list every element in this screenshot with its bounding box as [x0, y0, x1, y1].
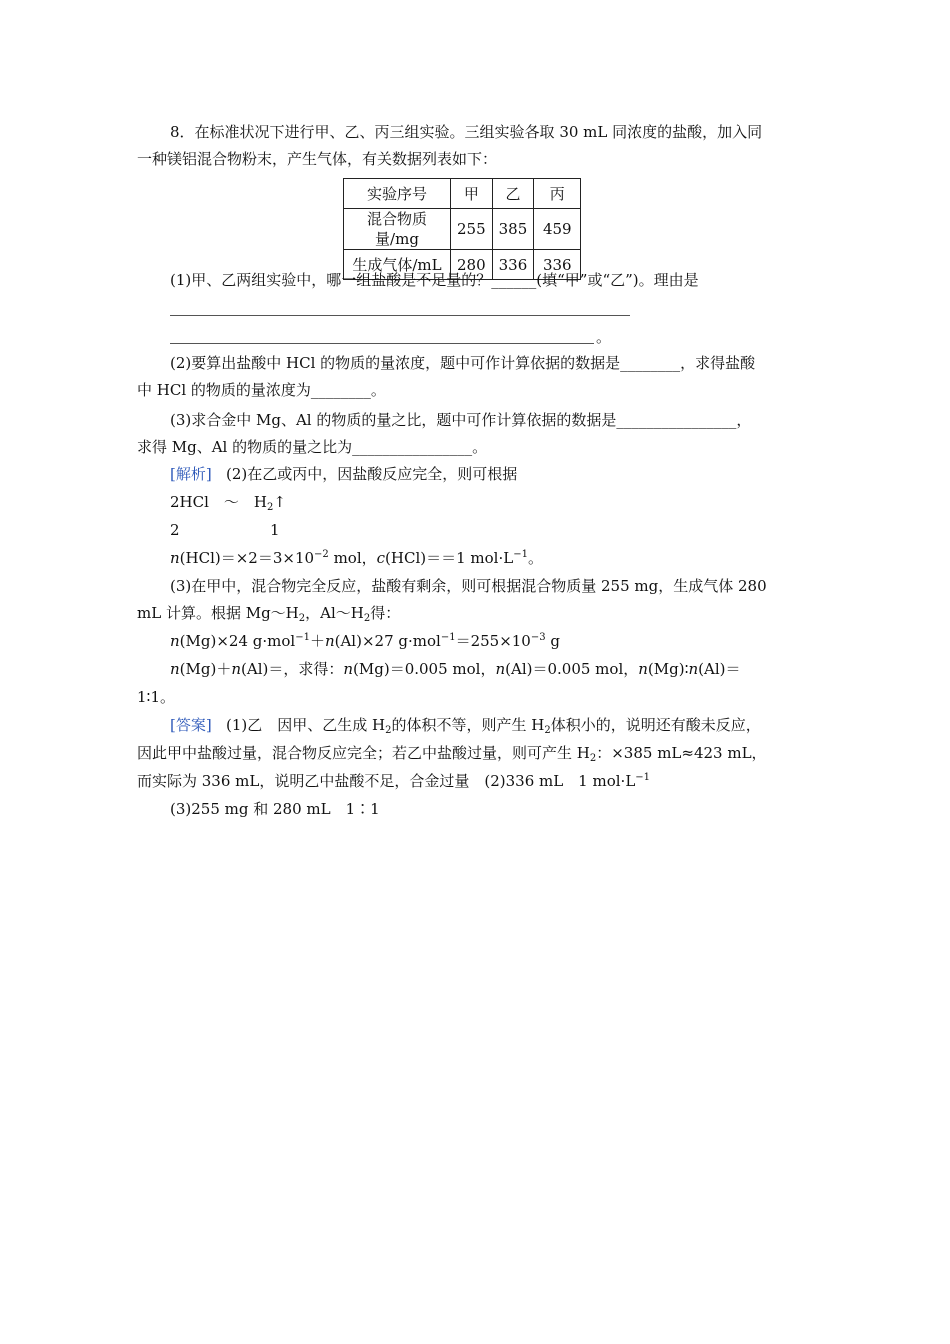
answer-text: 的体积不等，则产生 H — [391, 716, 545, 734]
table-cell: 混合物质量/mg — [344, 209, 451, 250]
table-header-cell: 丙 — [534, 179, 581, 209]
question-text-line-2: 一种镁铝混合物粉末，产生气体，有关数据列表如下： — [137, 150, 498, 168]
analysis-line-5 — [137, 603, 400, 623]
answer-blank-line — [170, 315, 630, 316]
analysis-text: 。 — [527, 549, 543, 567]
analysis-text: (Mg)＋ — [179, 660, 232, 678]
analysis-text: (Al)＝ — [698, 660, 741, 678]
analysis-text: (HCl)＝×2＝3×10 — [179, 549, 315, 567]
analysis-line-6 — [170, 631, 560, 651]
analysis-line-3 — [170, 548, 543, 568]
analysis-text: (Mg)∶ — [647, 660, 689, 678]
part-3-question-line-1: (3)求合金中 Mg、Al 的物质的量之比，题中可作计算依据的数据是________________， — [170, 411, 752, 429]
subscript: 2 — [266, 502, 274, 513]
table-cell: 生成气体/mL — [344, 250, 451, 280]
analysis-line-4: (3)在甲中，混合物完全反应，盐酸有剩余，则可根据混合物质量 255 mg，生成气体 280 — [170, 577, 767, 595]
analysis-line-7 — [170, 659, 741, 679]
subscript: 2 — [298, 613, 306, 624]
analysis-text: ，Al～H — [305, 604, 364, 622]
subscript: 2 — [589, 753, 597, 764]
analysis-label: [解析] — [170, 465, 212, 483]
analysis-text: (Al)×27 g·mol — [334, 632, 441, 650]
analysis-text: (2)在乙或丙中，因盐酸反应完全，则可根据 — [226, 465, 518, 483]
analysis-text: (Al)＝0.005 mol， — [505, 660, 639, 678]
table-cell: 255 — [451, 209, 493, 250]
answer-text: ：×385 mL≈423 mL， — [596, 744, 767, 762]
subscript: 2 — [385, 725, 392, 736]
analysis-text: 得： — [370, 604, 401, 622]
analysis-text: (Mg)＝0.005 mol， — [353, 660, 496, 678]
analysis-text: mL 计算。根据 Mg～H — [137, 604, 299, 622]
answer-label: [答案] — [170, 716, 212, 734]
symbol-n: n — [231, 660, 242, 678]
analysis-text: ＋ — [309, 632, 325, 650]
symbol-n: n — [170, 549, 180, 567]
answer-text: (1)乙 因甲、乙生成 H — [226, 716, 386, 734]
analysis-text: g — [545, 632, 560, 650]
equation-text: 2HCl ～ H — [170, 493, 267, 511]
symbol-n: n — [638, 660, 648, 678]
symbol-c: c — [376, 549, 386, 567]
analysis-ratio-a: 2 — [170, 521, 180, 539]
part-1-question: (1)甲、乙两组实验中，哪一组盐酸是不足量的？______(填“甲”或“乙”)。理由是 — [170, 271, 699, 289]
superscript: −2 — [314, 549, 329, 560]
answer-line-4: (3)255 mg 和 280 mL 1∶1 — [170, 800, 380, 818]
subscript: 2 — [544, 725, 551, 736]
analysis-text: (Mg)×24 g·mol — [179, 632, 296, 650]
answer-line-2 — [137, 743, 767, 763]
symbol-n: n — [324, 632, 335, 650]
question-text-line-1: 8．在标准状况下进行甲、乙、丙三组实验。三组实验各取 30 mL 同浓度的盐酸，加入同 — [170, 123, 763, 141]
table-cell: 385 — [492, 209, 534, 250]
answer-blank-line — [170, 343, 594, 344]
superscript: −3 — [530, 632, 546, 643]
symbol-n: n — [170, 632, 180, 650]
analysis-line-1 — [170, 464, 517, 484]
part-2-question-line-1: (2)要算出盐酸中 HCl 的物质的量浓度，题中可作计算依据的数据是________，求得盐酸 — [170, 354, 756, 372]
answer-text: 因此甲中盐酸过量，混合物反应完全；若乙中盐酸过量，则可产生 H — [137, 744, 590, 762]
part-3-question-line-2: 求得 Mg、Al 的物质的量之比为________________。 — [137, 438, 488, 456]
answer-text: 体积小的，说明还有酸未反应， — [550, 716, 761, 734]
answer-line-3 — [137, 771, 650, 791]
experiment-data-table — [343, 178, 581, 280]
symbol-n: n — [170, 660, 180, 678]
table-row — [344, 209, 581, 250]
table-header-row — [344, 179, 581, 209]
part-1-end-mark: 。 — [596, 328, 612, 346]
table-header-cell: 实验序号 — [344, 179, 451, 209]
table-cell: 280 — [451, 250, 493, 280]
subscript: 2 — [363, 613, 371, 624]
answer-line-1 — [170, 715, 761, 735]
analysis-text: (HCl)＝＝1 mol·L — [385, 549, 514, 567]
analysis-equation — [170, 492, 286, 512]
symbol-n: n — [688, 660, 699, 678]
analysis-text: ＝255×10 — [455, 632, 531, 650]
analysis-text: mol， — [328, 549, 377, 567]
part-2-question-line-2: 中 HCl 的物质的量浓度为________。 — [137, 381, 386, 399]
superscript: −1 — [635, 772, 651, 783]
table-header-cell: 甲 — [451, 179, 493, 209]
analysis-text: (Al)＝，求得： — [241, 660, 344, 678]
table-header-cell: 乙 — [492, 179, 534, 209]
table-cell: 336 — [492, 250, 534, 280]
symbol-n: n — [343, 660, 354, 678]
gas-arrow: ↑ — [273, 493, 286, 511]
symbol-n: n — [495, 660, 506, 678]
analysis-line-8: 1∶1。 — [137, 688, 175, 706]
superscript: −1 — [440, 632, 456, 643]
answer-text: 而实际为 336 mL，说明乙中盐酸不足，合金过量 (2)336 mL 1 mol·L — [137, 772, 636, 790]
superscript: −1 — [513, 549, 528, 560]
table-cell: 336 — [534, 250, 581, 280]
superscript: −1 — [295, 632, 310, 643]
table-cell: 459 — [534, 209, 581, 250]
analysis-ratio-b: 1 — [270, 521, 280, 539]
